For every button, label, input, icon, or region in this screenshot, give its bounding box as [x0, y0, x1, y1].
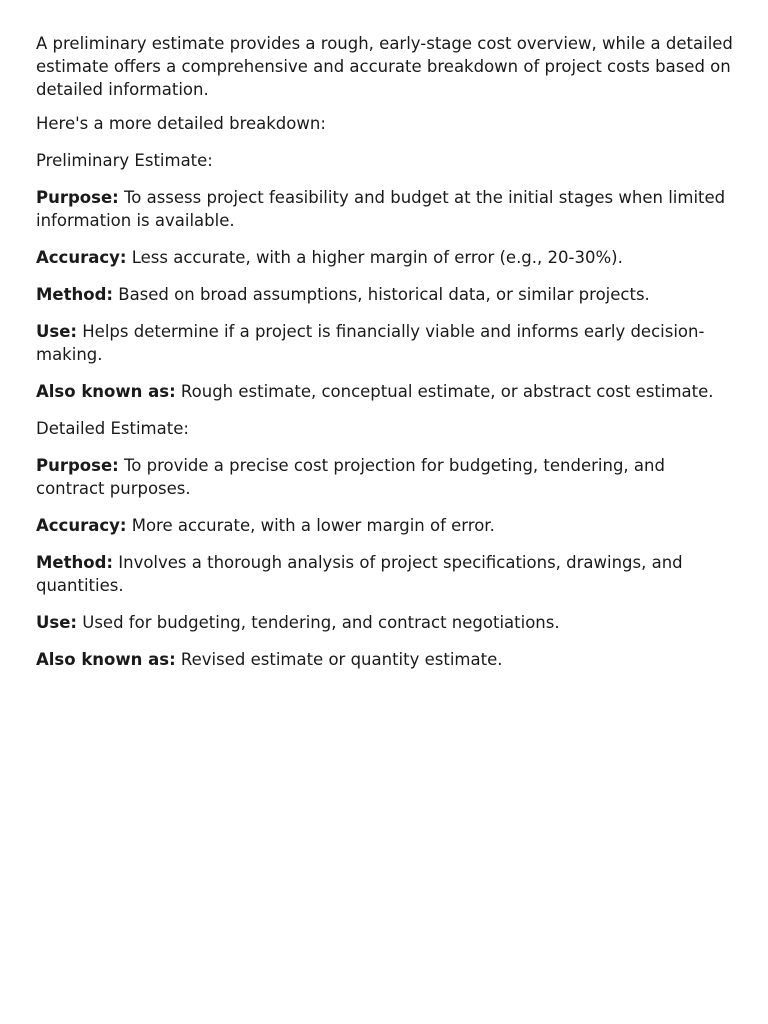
field-label: Also known as:: [36, 382, 176, 401]
preliminary-method-item: [36, 283, 734, 306]
preliminary-accuracy-item: [36, 246, 734, 269]
field-text: Used for budgeting, tendering, and contract negotiations.: [77, 613, 560, 632]
detailed-use-item: [36, 611, 734, 634]
preliminary-heading: Preliminary Estimate:: [36, 151, 213, 170]
field-text: To assess project feasibility and budget at the initial stages when limited information is available.: [36, 188, 726, 230]
field-label: Use:: [36, 613, 78, 632]
field-text: Revised estimate or quantity estimate.: [175, 650, 503, 669]
field-label: Method:: [36, 285, 113, 304]
detailed-aka-item: [36, 648, 734, 671]
field-text: Rough estimate, conceptual estimate, or abstract cost estimate.: [175, 382, 714, 401]
preliminary-use-item: [36, 320, 734, 366]
field-label: Purpose:: [36, 188, 119, 207]
field-text: Involves a thorough analysis of project specifications, drawings, and quantities.: [36, 553, 683, 595]
field-label: Use:: [36, 322, 78, 341]
field-text: To provide a precise cost projection for budgeting, tendering, and contract purposes.: [36, 456, 665, 498]
detailed-heading: Detailed Estimate:: [36, 419, 189, 438]
detailed-accuracy-item: [36, 514, 734, 537]
preliminary-aka-item: [36, 380, 734, 403]
field-text: More accurate, with a lower margin of error.: [126, 516, 495, 535]
field-label: Accuracy:: [36, 248, 127, 267]
lead-paragraph: Here's a more detailed breakdown:: [36, 114, 326, 133]
detailed-method-item: [36, 551, 734, 597]
field-text: Helps determine if a project is financially viable and informs early decision-making.: [36, 322, 705, 364]
field-label: Method:: [36, 553, 113, 572]
field-label: Purpose:: [36, 456, 119, 475]
detailed-purpose-item: [36, 454, 734, 500]
field-text: Based on broad assumptions, historical data, or similar projects.: [113, 285, 650, 304]
preliminary-purpose-item: [36, 186, 734, 232]
field-label: Also known as:: [36, 650, 176, 669]
field-text: Less accurate, with a higher margin of error (e.g., 20-30%).: [126, 248, 623, 267]
intro-paragraph: A preliminary estimate provides a rough, early-stage cost overview, while a detailed estimate offers a comprehensive and accurate breakdown of project costs based on detailed information.: [36, 34, 733, 99]
field-label: Accuracy:: [36, 516, 127, 535]
